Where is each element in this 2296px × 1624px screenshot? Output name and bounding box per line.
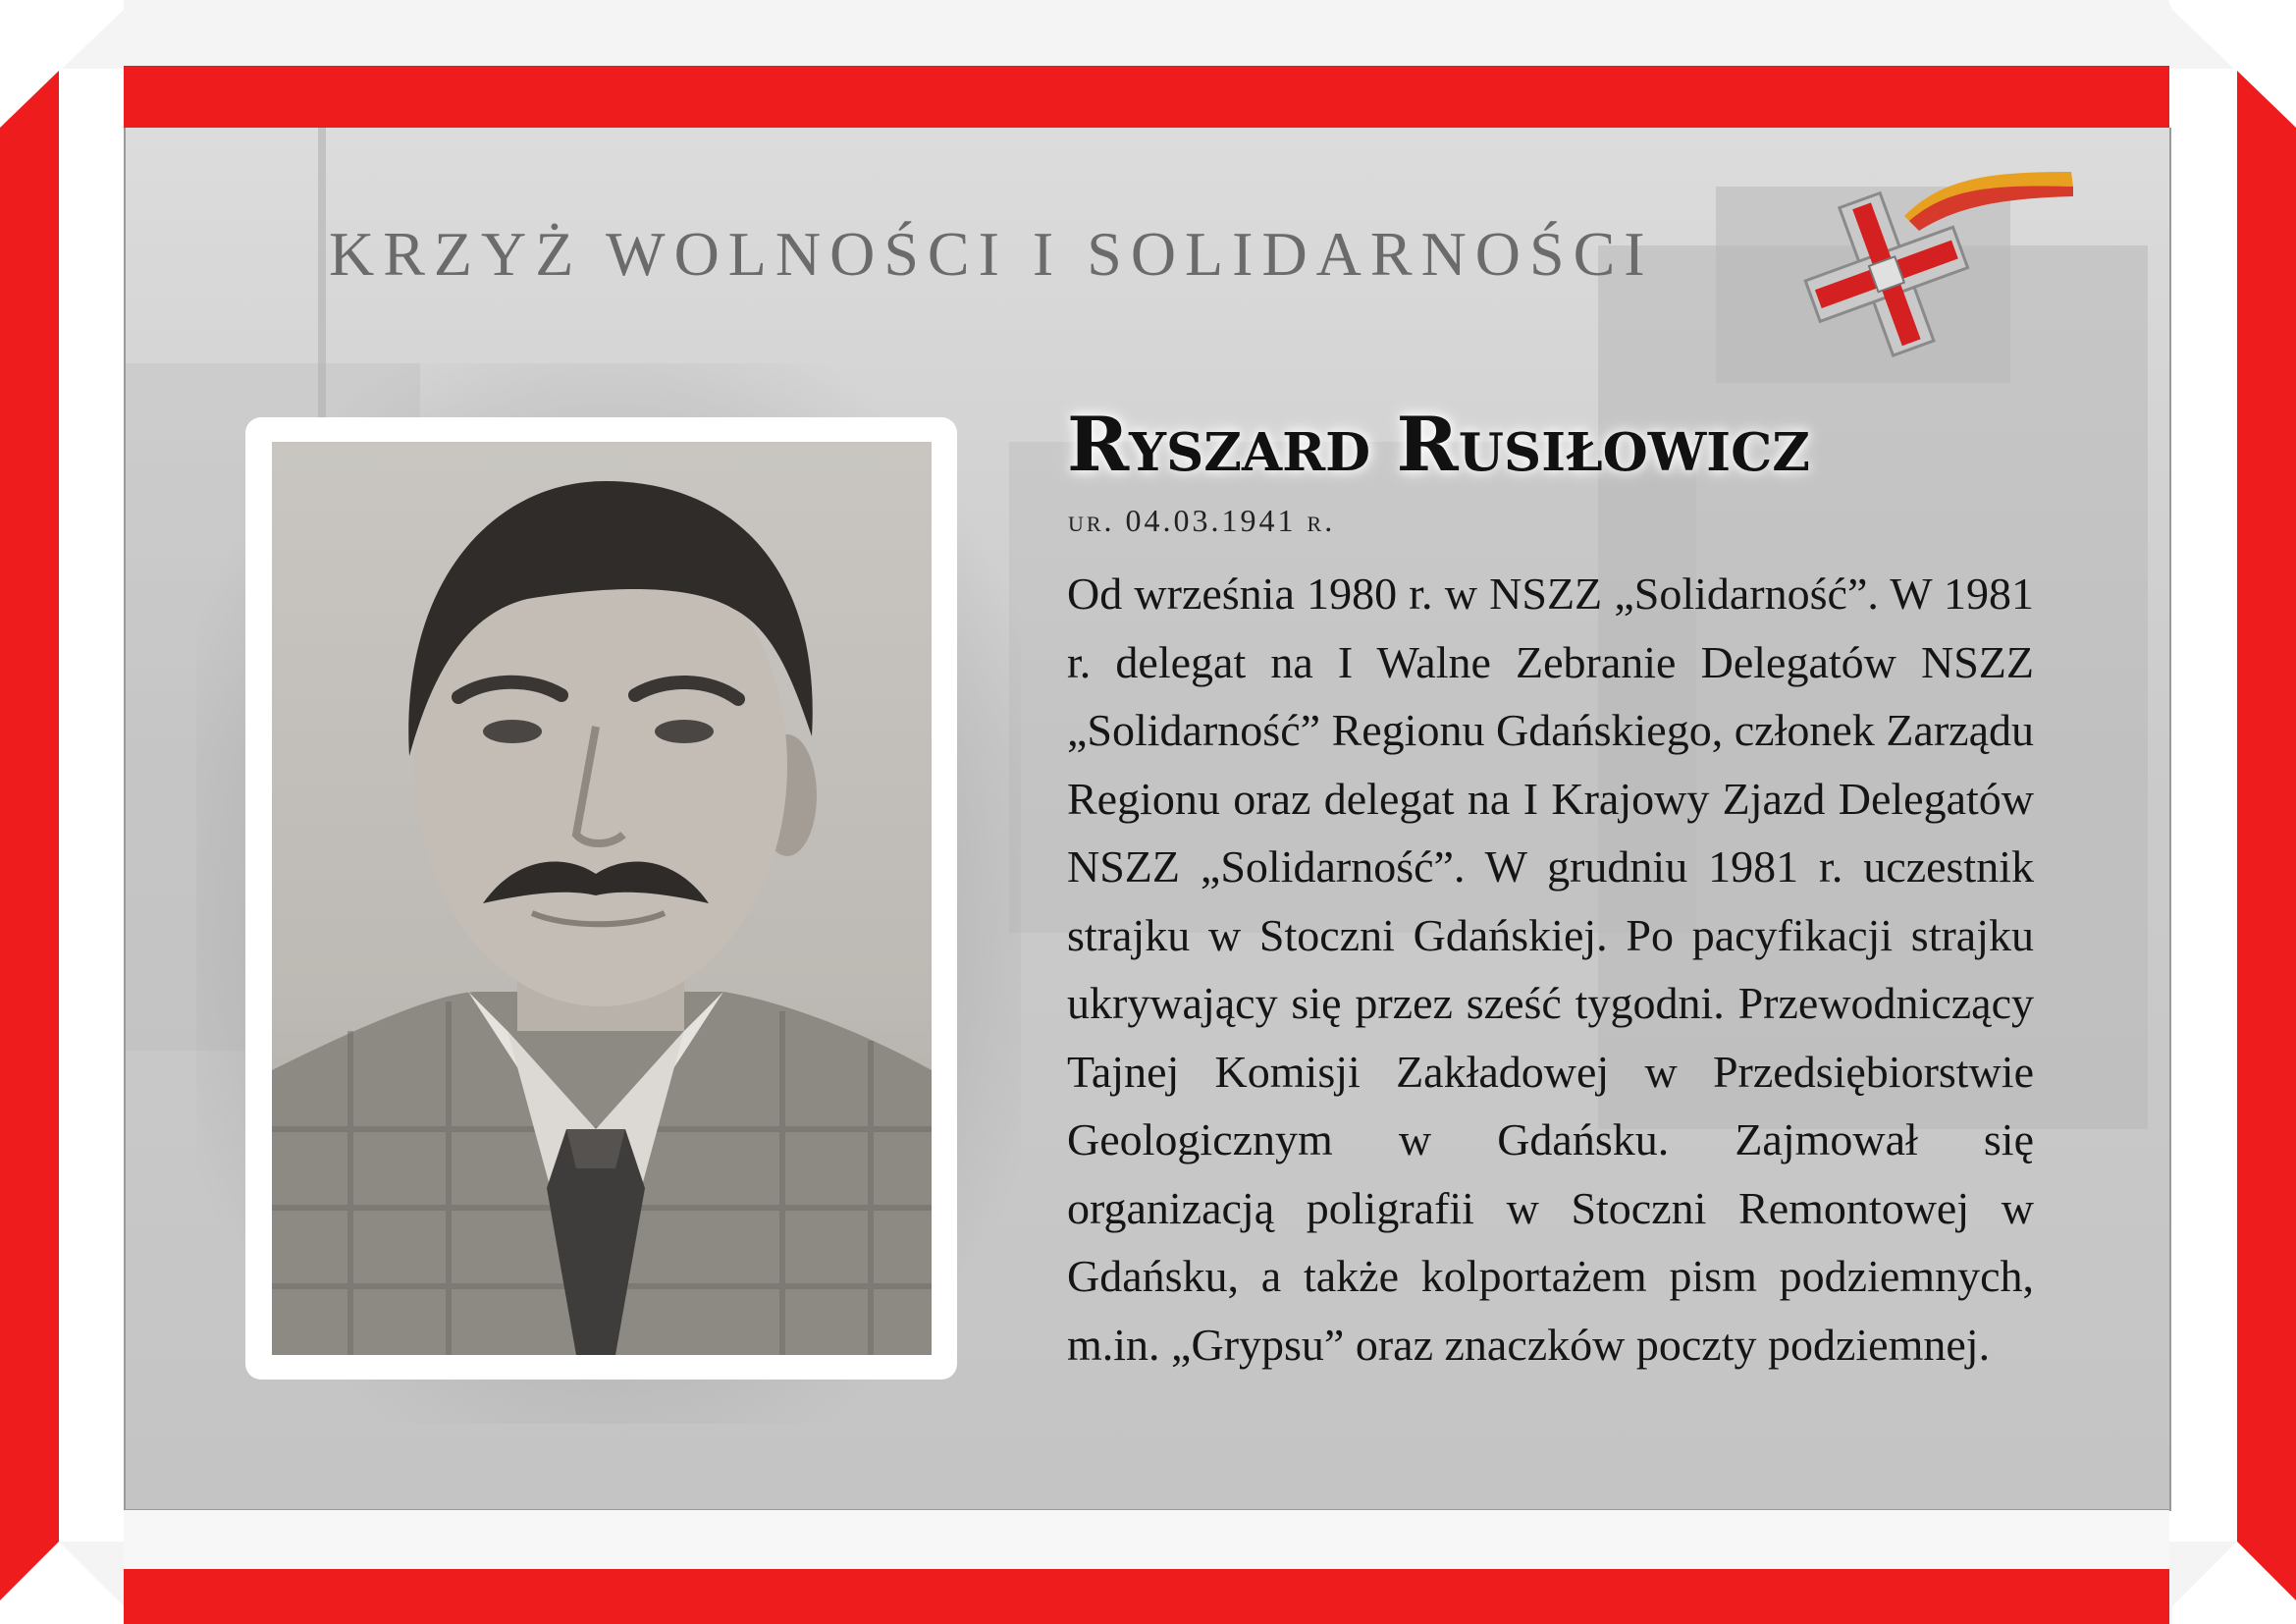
biography-text: Od września 1980 r. w NSZZ „Solidarność”. W 1981 r. delegat na I Walne Zebranie Delegatów NSZZ „Solidarność” Regionu Gdańskiego, członek Zarządu Regionu oraz delegat na I Krajowy Zjazd Delegatów NSZZ „Solidarność”. W grudniu 1981 r. uczestnik strajku w Stoczni Gdańskiej. Po pacyfikacji strajku ukrywający się przez sześć tygodni. Przewodniczący Tajnej Komisji Zakładowej w Przedsiębiorstwie Geologicznym w Gdańsku. Zajmował się organizacją poligrafii w Stoczni Remontowej w Gdańsku, a także kolportażem pism podziemnych, m.in. „Grypsu” oraz znaczków poczty podziemnej.	[1067, 568, 2034, 1370]
portrait-photo	[272, 442, 932, 1355]
corner-bottom-left	[0, 1512, 128, 1624]
left-white-strip	[59, 69, 124, 1542]
birth-date: ur. 04.03.1941 r.	[1068, 503, 1336, 538]
portrait-illustration	[272, 442, 932, 1355]
right-red-strip	[2237, 128, 2296, 1542]
left-red-strip	[0, 128, 59, 1542]
header-title: KRZYŻ WOLNOŚCI I SOLIDARNOŚCI	[329, 219, 1654, 289]
person-name: Ryszard Rusiłowicz	[1067, 401, 1810, 488]
right-white-strip	[2169, 69, 2237, 1542]
top-red-band	[124, 66, 2169, 128]
corner-bottom-right	[2168, 1512, 2296, 1624]
bottom-white-band	[124, 1510, 2169, 1569]
cross-medal-icon	[1767, 157, 2091, 373]
bottom-red-band	[124, 1569, 2169, 1624]
